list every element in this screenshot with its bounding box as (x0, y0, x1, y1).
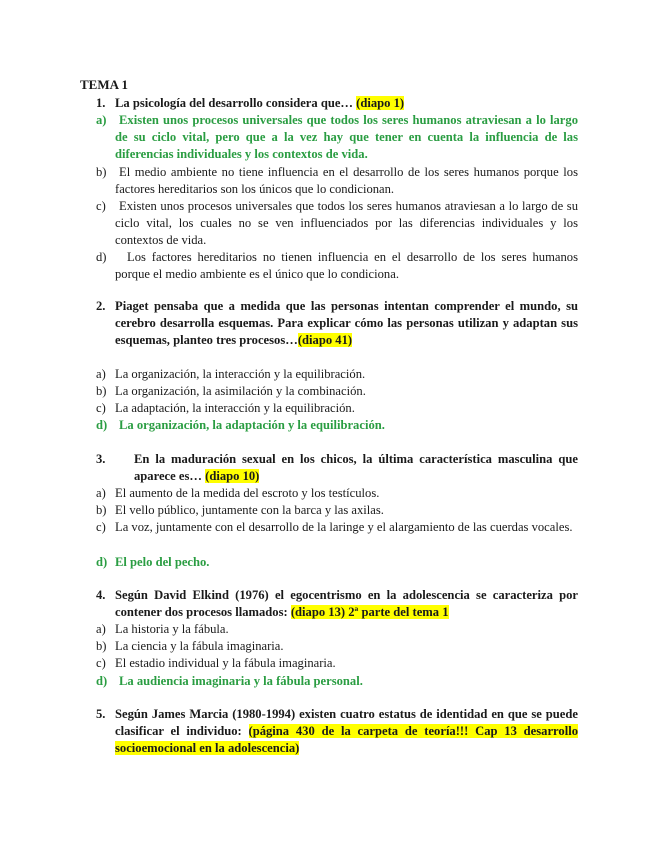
question-4-option-d: d) La audiencia imaginaria y la fábula personal. (96, 674, 363, 688)
question-3 (96, 451, 578, 485)
question-text: Piaget pensaba que a medida que las personas intentan comprender el mundo, su cerebro desarrolla esquemas. Para explicar cómo las personas utilizan y adaptan sus esquemas, planteo tres procesos…(diapo 41) (115, 299, 578, 347)
question-text: En la maduración sexual en los chicos, la última característica masculina que aparece es… (diapo 10) (134, 452, 578, 483)
question-4-option-a: a) La historia y la fábula. (96, 622, 229, 636)
slide-reference: (diapo 10) (205, 469, 260, 483)
question-4-option-b: b) La ciencia y la fábula imaginaria. (96, 639, 284, 653)
question-number: 2. (96, 299, 106, 313)
question-3-option-a: a) El aumento de la medida del escroto y los testículos. (96, 486, 380, 500)
question-number: 1. (96, 96, 106, 110)
question-text: La psicología del desarrollo considera que… (diapo 1) (115, 96, 405, 110)
question-3-option-c: c) La voz, juntamente con el desarrollo de la laringe y el alargamiento de las cuerdas vocales. (96, 520, 573, 534)
question-text: Según David Elkind (1976) el egocentrismo en la adolescencia se caracteriza por contener dos procesos llamados: (diapo 13) 2ª parte del tema 1 (115, 588, 578, 619)
slide-reference: (diapo 13) 2ª parte del tema 1 (290, 605, 449, 619)
question-1-option-b: b) El medio ambiente no tiene influencia en el desarrollo de los seres humanos porque los factores hereditarios son los únicos que lo condicionan. (96, 165, 578, 196)
question-1-option-c: c) Existen unos procesos universales que todos los seres humanos atraviesan a lo largo de su ciclo vital, los cuales no se ven influenciados por las diferencias individuales y los contextos de vida. (96, 199, 578, 247)
question-5 (96, 706, 578, 757)
question-number: 3. (96, 452, 106, 466)
slide-reference: (página 430 de la carpeta de teoría!!! Cap 13 desarrollo socioemocional en la adolescencia) (115, 724, 579, 755)
question-3-option-d: d) El pelo del pecho. (96, 555, 210, 569)
question-2-option-a: a) La organización, la interacción y la equilibración. (96, 367, 366, 381)
slide-reference: (diapo 41) (297, 333, 353, 347)
question-2-option-d: d) La organización, la adaptación y la equilibración. (96, 418, 385, 432)
question-3-option-b: b) El vello público, juntamente con la barca y las axilas. (96, 503, 384, 517)
question-4 (96, 587, 578, 621)
question-4-option-c: c) El estadio individual y la fábula imaginaria. (96, 656, 336, 670)
question-1-option-d: d) Los factores hereditarios no tienen influencia en el desarrollo de los seres humanos porque el medio ambiente es el único que lo condiciona. (96, 250, 578, 281)
question-1 (96, 95, 578, 112)
question-number: 5. (96, 707, 106, 721)
question-2-option-c: c) La adaptación, la interacción y la equilibración. (96, 401, 355, 415)
question-number: 4. (96, 588, 106, 602)
question-text: Según James Marcia (1980-1994) existen cuatro estatus de identidad en que se puede clasificar el individuo: (página 430 de la carpeta de teoría!!! Cap 13 desarrollo socioemocional en la adolescencia) (115, 707, 579, 755)
slide-reference: (diapo 1) (356, 96, 405, 110)
question-1-option-a: a) Existen unos procesos universales que todos los seres humanos atraviesan a lo largo de su ciclo vital, pero que a la vez hay que tener en cuenta la influencia de las diferencias individuales y los contextos de vida. (96, 113, 578, 161)
document-heading: TEMA 1 (80, 77, 129, 92)
question-2-option-b: b) La organización, la asimilación y la combinación. (96, 384, 366, 398)
question-2 (96, 298, 578, 349)
